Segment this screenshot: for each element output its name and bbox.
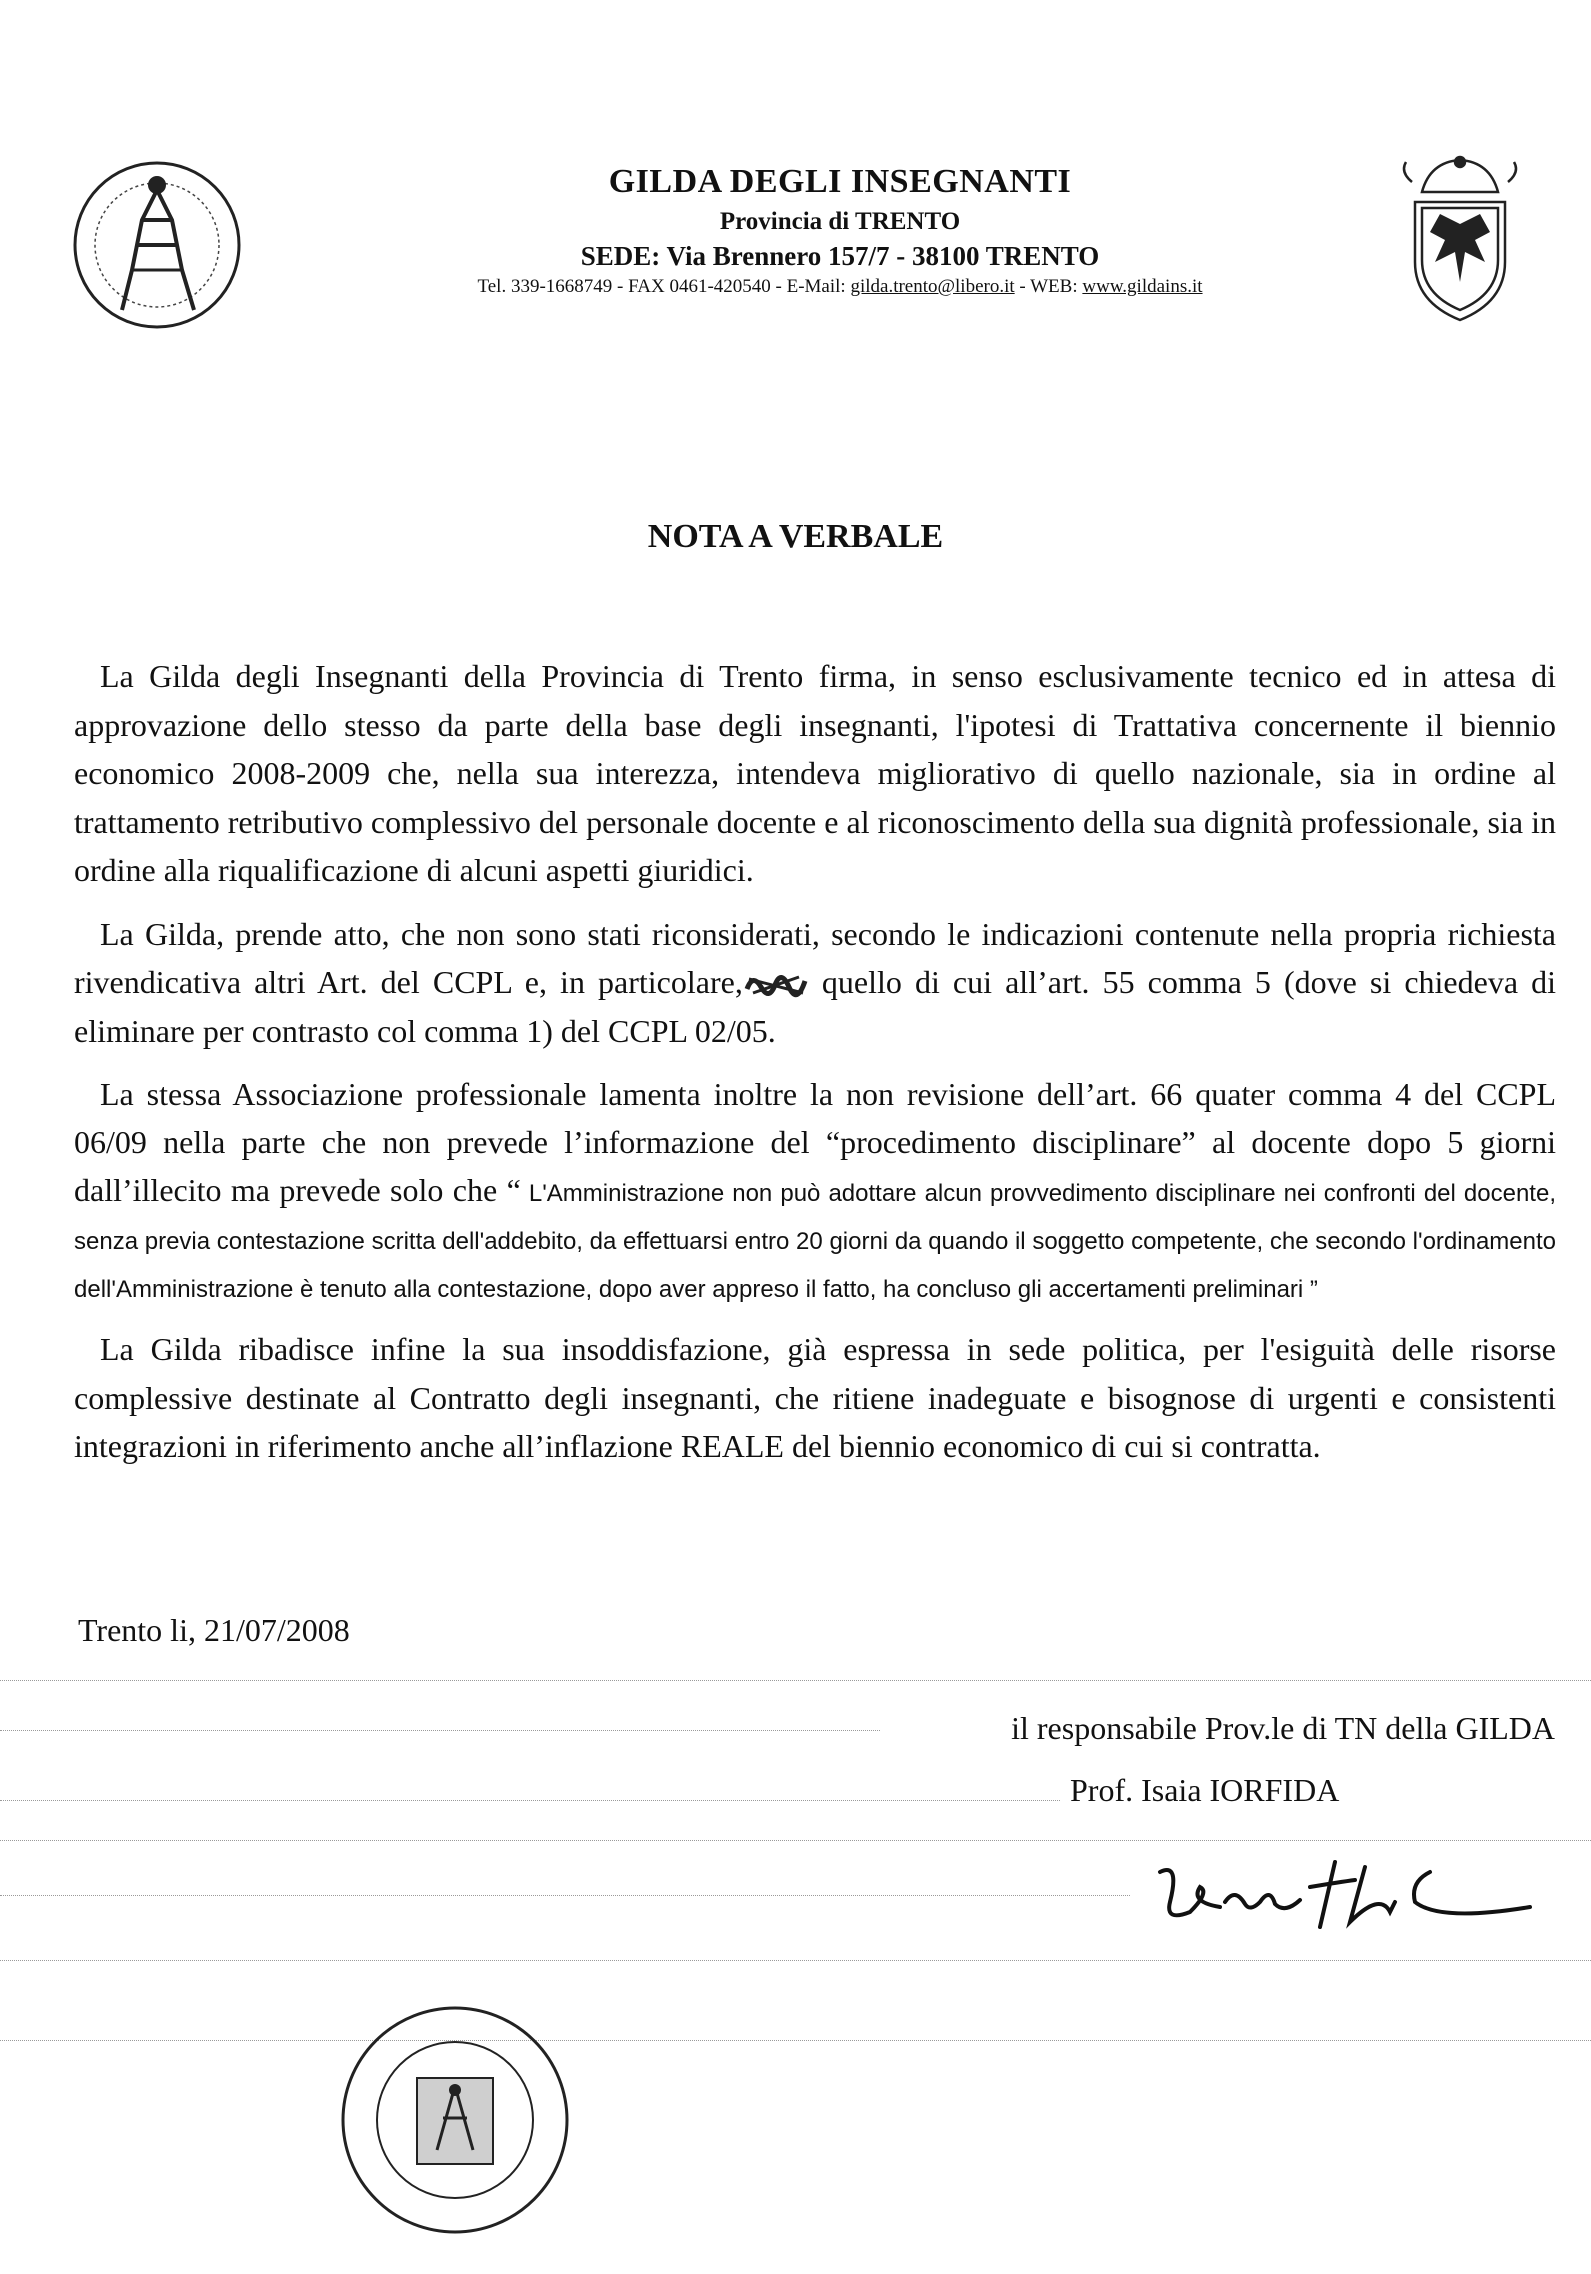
gilda-logo (62, 150, 252, 340)
org-province: Provincia di TRENTO (719, 208, 961, 235)
province-crest (1400, 152, 1520, 324)
crossed-out-word (743, 969, 809, 999)
paragraph-4: La Gilda ribadisce infine la sua insoddisfazione, già espressa in sede politica, per l'esiguità delle risorse complessive destinate al Contratto degli insegnanti, che ritiene inadeguate e bisognose di urgenti e consistenti integrazioni in riferimento anche all’inflazione REALE del biennio economico di cui si contratta. (74, 1331, 1556, 1464)
signer-name: Prof. Isaia IORFIDA (1070, 1772, 1340, 1808)
fax-noise-line (0, 1960, 1591, 1961)
document-body (74, 652, 1556, 1486)
fax-noise-line (0, 1895, 1130, 1896)
fax-noise-line (0, 1800, 1060, 1801)
paragraph-2-part-1: La Gilda, prende atto, che non sono stati riconsiderati, secondo le indicazioni contenute nella propria richiesta rivendicativa altri Art. del CCPL e, in particolare, (74, 915, 1556, 1000)
paragraph-2 (74, 910, 1556, 1056)
fax-noise-line (0, 1730, 880, 1731)
email-link[interactable]: gilda.trento@libero.it (850, 276, 1015, 297)
paragraph-2-part-2: quello di cui all’art. 55 comma 5 (dove si chiedeva di eliminare per contrasto col comma 1) del CCPL 02/05. (74, 964, 1557, 1049)
web-link[interactable]: www.gildains.it (1082, 276, 1203, 297)
paragraph-3 (74, 1070, 1556, 1310)
org-address: SEDE: Via Brennero 157/7 - 38100 TRENTO (580, 241, 1100, 271)
paragraph-1: La Gilda degli Insegnanti della Provincia di Trento firma, in senso esclusivamente tecnico ed in attesa di approvazione dello stesso da parte della base degli insegnanti, l'ipotesi di Trattativa concernente il biennio economico 2008-2009 che, nella sua interezza, intendeva migliorativo di quello nazionale, sia in ordine al trattamento retributivo complessivo del personale docente e al riconoscimento della sua dignità professionale, sia in ordine alla riqualificazione di alcuni aspetti giuridici. (74, 658, 1556, 888)
signer-role: il responsabile Prov.le di TN della GILDA (1011, 1710, 1555, 1746)
org-name: GILDA DEGLI INSEGNANTI (608, 163, 1072, 200)
official-stamp (325, 2000, 585, 2240)
fax-noise-line (0, 2040, 1591, 2041)
date-line: Trento li, 21/07/2008 (78, 1612, 350, 1648)
paragraph-3-part-1: La stessa Associazione professionale lamenta inoltre la non revisione dell’art. 66 quater comma 4 del CCPL 06/09 nella parte che non prevede l’informazione del “procedimento disciplinare” al docente dopo 5 giorni dall’illecito ma prevede solo che “ (74, 1076, 1556, 1208)
fax-noise-line (0, 1680, 1591, 1681)
paragraph-3-quote: L'Amministrazione non può adottare alcun provvedimento disciplinare nei confronti del docente, senza previa contestazione scritta dell'addebito, da effettuarsi entro 20 giorni da quando il soggetto competente, che secondo l'ordinamento dell'Amministrazione è tenuto alla contestazione, dopo aver appreso il fatto, ha concluso gli accertamenti preliminari ” (74, 1180, 1556, 1303)
document-title: NOTA A VERBALE (647, 518, 944, 555)
handwritten-signature (1140, 1832, 1540, 1942)
org-contacts (250, 276, 1430, 298)
web-prefix: - WEB: (1014, 276, 1083, 297)
contacts-prefix: Tel. 339-1668749 - FAX 0461-420540 - E-Mail: (477, 276, 851, 297)
